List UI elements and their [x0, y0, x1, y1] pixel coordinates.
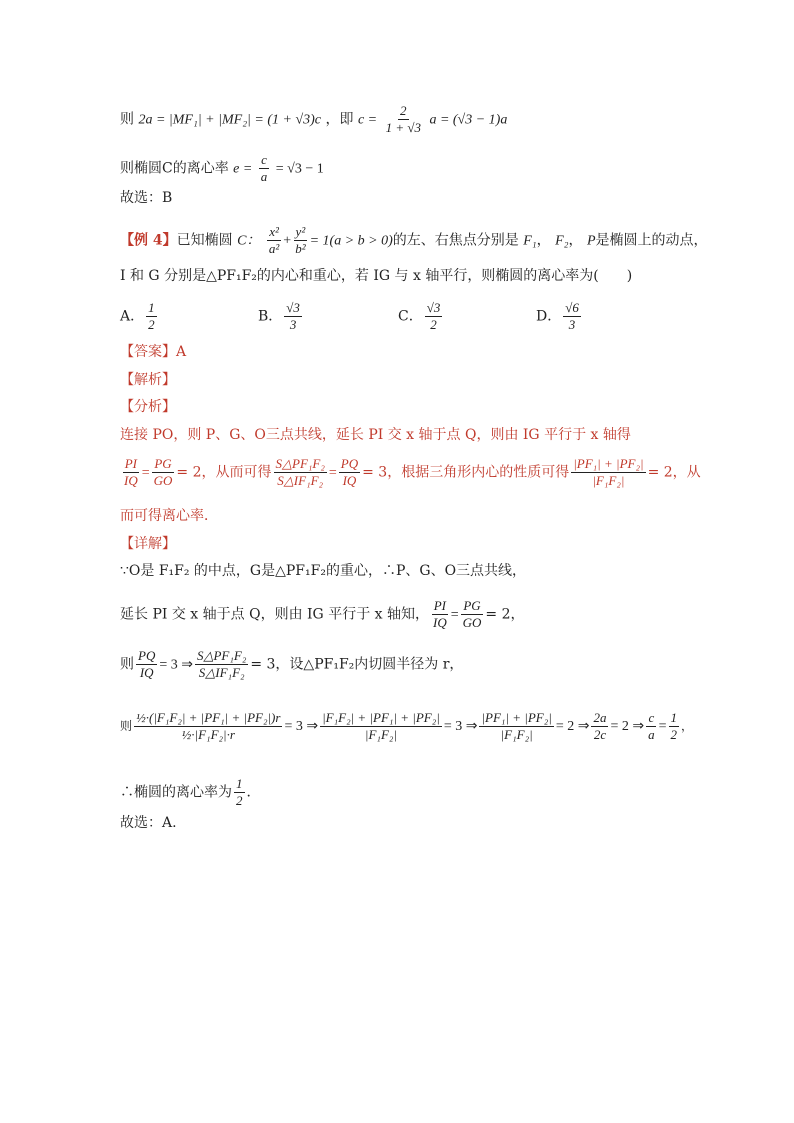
jiexi-label: 【解析】 [120, 372, 176, 388]
equation: 2a = |MF₁| + |MF₂| = (1 + √3)c [138, 112, 322, 128]
detail-line-4: 则 $\frac{\text{½·(|F₁F₂| + |PF₁| + |PF₂|)r}}{\text{½·|F₁F₂|·r}}$ = 3 ⇒ $\frac{\text{|F₁F₂| + |PF₁| + |PF₂|}}{\text{|F₁F₂|}}$ = 3 ⇒ $\frac{\text{|PF₁| + |PF₂|}}{\text{|F₁F₂|}}$ = 2 ⇒ $\frac{2a}{2c}$ = 2 ⇒ $\frac{c}{a}$ = $\frac{1}{2}$ ， [120, 710, 694, 742]
analysis-line-3: 而可得离心率． [120, 508, 218, 524]
equation: c = [357, 112, 378, 128]
answer-label: 【答案】A [120, 344, 187, 360]
text: C： [237, 233, 261, 249]
option-a[interactable]: A． $\frac{1}{2}$ [120, 300, 155, 332]
fraction: $\frac{2}{1 + √3}$ [385, 103, 421, 135]
text: 是椭圆上的动点， [595, 232, 708, 249]
equation-line-1 [120, 103, 507, 136]
detail-line-2: 延长 PI 交 x 轴于点 Q，则由 IG 平行于 x 轴知， $\frac{PI}{IQ}$ = $\frac{PG}{GO}$ = 2， [120, 598, 525, 630]
text: 则椭圆C的离心率 [120, 160, 229, 177]
analysis-line-2: $\frac{PI}{IQ}$ = $\frac{PG}{GO}$ = 2，从而可得 $\frac{\text{S△PF₁F₂}}{\text{S△IF₁F₂}}$ = $\frac{PQ}{IQ}$ = 3，根据三角形内心的性质可得 $\frac{\text{|PF₁| + |PF₂|}}{\text{|F₁F₂|}}$ = 2，从 [124, 456, 701, 488]
example-tag: 【例 4】 [120, 232, 177, 249]
option-c[interactable]: C． $\frac{√3}{2}$ [398, 300, 441, 332]
option-b[interactable]: B． $\frac{√3}{3}$ [258, 300, 300, 332]
text: ，即 [325, 111, 354, 128]
fraction: $\frac{\text{y²}}{\text{b²}}$ [295, 224, 306, 256]
detail-line-1: ∵O是 F₁F₂ 的中点，G是△PF₁F₂的重心，∴P、G、O三点共线， [120, 563, 527, 579]
example-line-1: 【例 4】已知椭圆 C： $\frac{\text{x²}}{\text{a²}}$ + $\frac{\text{y²}}{\text{b²}}$ = 1(a > b > 0)的左、右焦点分别是 F₁， F₂， P是椭圆上的动点， [120, 224, 708, 256]
equation: = √3 − 1 [275, 161, 324, 177]
eccentricity-line [120, 152, 324, 185]
fraction: $\frac{c}{a}$ [260, 152, 268, 184]
xiangjie-label: 【详解】 [120, 536, 176, 552]
example-line-2: I 和 G 分别是△PF₁F₂的内心和重心，若 IG 与 x 轴平行，则椭圆的离心率为( ) [120, 268, 633, 284]
equation: = 1(a > b > 0) [309, 233, 393, 249]
text: 已知椭圆 [176, 232, 233, 249]
fraction: $\frac{\text{x²}}{\text{a²}}$ [268, 224, 280, 256]
text: 的左、右焦点分别是 [392, 232, 519, 249]
detail-line-3: 则 $\frac{PQ}{IQ}$ = 3 ⇒ $\frac{\text{S△PF₁F₂}}{\text{S△IF₁F₂}}$ = 3，设△PF₁F₂内切圆半径为 r， [120, 648, 464, 680]
choice-b-line: 故选：B [120, 190, 173, 206]
detail-line-5: ∴椭圆的离心率为 $\frac{1}{2}$ ． [120, 776, 261, 808]
text: 则 [120, 111, 134, 128]
equation: a = (√3 − 1)a [429, 112, 508, 128]
option-d[interactable]: D． $\frac{√6}{3}$ [536, 300, 579, 332]
final-choice: 故选：A. [120, 815, 177, 831]
analysis-line-1: 连接 PO，则 P、G、O三点共线，延长 PI 交 x 轴于点 Q，则由 IG 平行于 x 轴得 [120, 427, 631, 443]
equation: e = [233, 161, 253, 177]
fenxi-label: 【分析】 [120, 399, 176, 415]
